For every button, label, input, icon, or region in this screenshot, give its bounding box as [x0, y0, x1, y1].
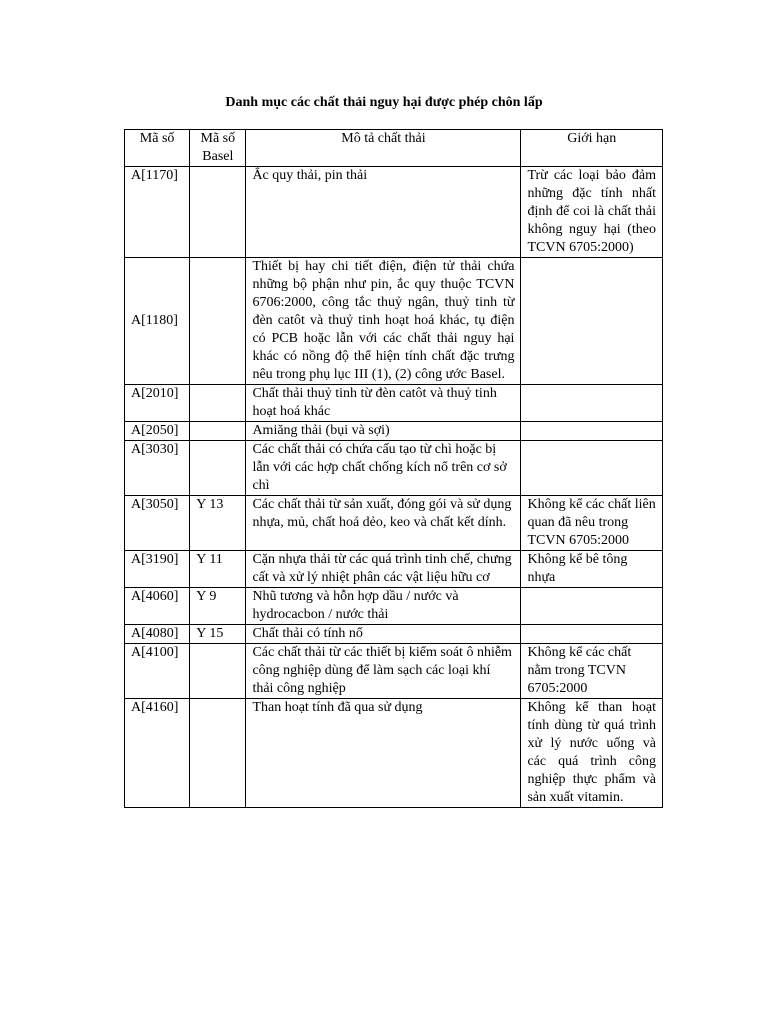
cell-basel	[190, 258, 246, 385]
table-row	[125, 385, 663, 422]
cell-description: Các chất thải có chứa cấu tạo từ chì hoặc bị lẫn với các hợp chất chống kích nổ trên cơ sở chì	[246, 441, 521, 496]
cell-limit	[521, 258, 663, 385]
table-row	[125, 167, 663, 258]
table-row	[125, 496, 663, 551]
cell-basel	[190, 422, 246, 441]
table-row	[125, 699, 663, 808]
cell-limit	[521, 385, 663, 422]
cell-description: Các chất thải từ các thiết bị kiểm soát ô nhiễm công nghiệp dùng để làm sạch các loại khí thải công nghiệp	[246, 644, 521, 699]
cell-description: Cặn nhựa thải từ các quá trình tinh chế, chưng cất và xử lý nhiệt phân các vật liệu hữu cơ	[246, 551, 521, 588]
cell-limit: Không kể các chất liên quan đã nêu trong TCVN 6705:2000	[521, 496, 663, 551]
table-row	[125, 441, 663, 496]
header-basel-line2: Basel	[202, 149, 234, 164]
cell-code: A[2010]	[125, 385, 190, 422]
cell-limit	[521, 422, 663, 441]
cell-code: A[2050]	[125, 422, 190, 441]
cell-code: A[1180]	[125, 258, 190, 385]
cell-limit	[521, 625, 663, 644]
cell-description: Ắc quy thải, pin thải	[246, 167, 521, 258]
cell-basel: Y 13	[190, 496, 246, 551]
table-row	[125, 625, 663, 644]
cell-basel: Y 15	[190, 625, 246, 644]
table-row	[125, 644, 663, 699]
header-code: Mã số	[125, 130, 190, 167]
cell-limit: Không kể các chất nằm trong TCVN 6705:2000	[521, 644, 663, 699]
cell-limit: Trừ các loại bảo đảm những đặc tính nhất định để coi là chất thải không nguy hại (theo TCVN 6705:2000)	[521, 167, 663, 258]
cell-limit	[521, 441, 663, 496]
cell-basel	[190, 644, 246, 699]
cell-limit: Không kể than hoạt tính dùng từ quá trình xử lý nước uống và các quá trình công nghiệp thực phẩm và sản xuất vitamin.	[521, 699, 663, 808]
cell-code: A[4160]	[125, 699, 190, 808]
header-basel-line1: Mã số	[200, 131, 236, 146]
cell-basel: Y 11	[190, 551, 246, 588]
cell-basel	[190, 385, 246, 422]
cell-code: A[4100]	[125, 644, 190, 699]
cell-description: Than hoạt tính đã qua sử dụng	[246, 699, 521, 808]
page-title: Danh mục các chất thải nguy hại được phép chôn lấp	[225, 95, 543, 110]
cell-description: Amiăng thải (bụi và sợi)	[246, 422, 521, 441]
table-row	[125, 422, 663, 441]
table-row	[125, 551, 663, 588]
cell-description: Nhũ tương và hỗn hợp dầu / nước và hydrocacbon / nước thải	[246, 588, 521, 625]
cell-description: Thiết bị hay chi tiết điện, điện tử thải chứa những bộ phận như pin, ắc quy thuộc TCVN 6706:2000, công tắc thuỷ ngân, thuỷ tinh từ đèn catôt và thuỷ tinh hoạt hoá khác, tụ điện có PCB hoặc lẫn với các chất thải nguy hại khác có nồng độ thể hiện tính chất đặc trưng nêu trong phụ lục III (1), (2) công ước Basel.	[246, 258, 521, 385]
cell-basel	[190, 699, 246, 808]
header-basel	[190, 130, 246, 167]
cell-code: A[3030]	[125, 441, 190, 496]
header-description: Mô tả chất thải	[246, 130, 521, 167]
cell-code: A[1170]	[125, 167, 190, 258]
cell-code: A[3050]	[125, 496, 190, 551]
cell-description: Các chất thải từ sản xuất, đóng gói và sử dụng nhựa, mủ, chất hoá dẻo, keo và chất kết dính.	[246, 496, 521, 551]
cell-basel	[190, 441, 246, 496]
cell-basel	[190, 167, 246, 258]
table-header-row	[125, 130, 663, 167]
table-row	[125, 588, 663, 625]
cell-description: Chất thải có tính nổ	[246, 625, 521, 644]
cell-code: A[3190]	[125, 551, 190, 588]
cell-limit: Không kể bê tông nhựa	[521, 551, 663, 588]
cell-code: A[4080]	[125, 625, 190, 644]
cell-description: Chất thải thuỷ tinh từ đèn catôt và thuỷ tinh hoạt hoá khác	[246, 385, 521, 422]
cell-basel: Y 9	[190, 588, 246, 625]
header-limit: Giới hạn	[521, 130, 663, 167]
table-row	[125, 258, 663, 385]
cell-code: A[4060]	[125, 588, 190, 625]
cell-limit	[521, 588, 663, 625]
waste-table	[124, 129, 663, 808]
